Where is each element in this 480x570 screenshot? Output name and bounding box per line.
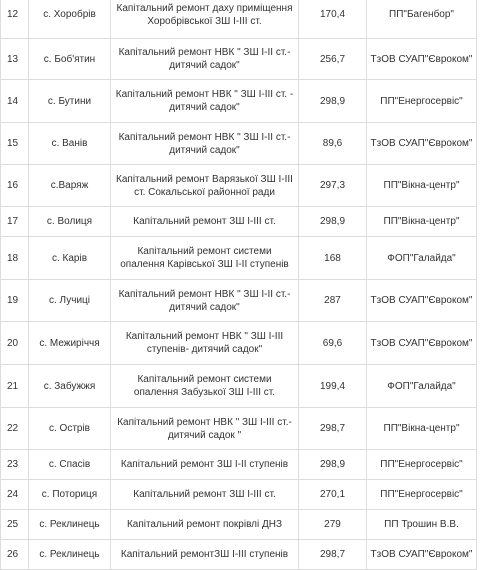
cell-contractor: ТзОВ СУАП"Євроком"	[367, 123, 477, 165]
cell-number: 23	[1, 450, 29, 480]
cell-amount: 298,7	[299, 408, 367, 450]
cell-village: с. Забужжя	[29, 365, 111, 408]
cell-contractor: ТзОВ СУАП"Євроком"	[367, 280, 477, 322]
cell-work: Капітальний ремонт системи опалення Забузької ЗШ І-ІІІ ст.	[111, 365, 299, 408]
cell-number: 18	[1, 237, 29, 280]
cell-contractor: ТзОВ СУАП"Євроком"	[367, 322, 477, 365]
cell-village: с. Ванів	[29, 123, 111, 165]
cell-village: с. Реклинець	[29, 540, 111, 570]
cell-number: 19	[1, 280, 29, 322]
cell-work: Капітальний ремонт Варязької ЗШ І-ІІІ ст. Сокальської районної ради	[111, 165, 299, 207]
table-row	[1, 450, 477, 480]
cell-work: Капітальний ремонт НВК " ЗШ І-ІІ ст.- дитячий садок"	[111, 39, 299, 80]
cell-contractor: ТзОВ СУАП"Євроком"	[367, 540, 477, 570]
cell-contractor: ФОП"Галайда"	[367, 365, 477, 408]
cell-work: Капітальний ремонт ЗШ І-ІІІ ст.	[111, 207, 299, 237]
cell-amount: 298,9	[299, 450, 367, 480]
cell-number: 25	[1, 510, 29, 540]
cell-number: 26	[1, 540, 29, 570]
cell-contractor: ПП"Вікна-центр"	[367, 207, 477, 237]
cell-village: с. Межиріччя	[29, 322, 111, 365]
cell-contractor: ФОП"Галайда"	[367, 237, 477, 280]
cell-village: с. Хоробрів	[29, 0, 111, 39]
cell-amount: 298,9	[299, 207, 367, 237]
table-row	[1, 322, 477, 365]
cell-amount: 89,6	[299, 123, 367, 165]
table-row	[1, 123, 477, 165]
cell-amount: 168	[299, 237, 367, 280]
cell-village: с. Поториця	[29, 480, 111, 510]
cell-contractor: ПП Трошин В.В.	[367, 510, 477, 540]
contracts-table-body	[1, 0, 477, 570]
cell-work: Капітальний ремонт НВК " ЗШ І-ІІ ст.- дитячий садок"	[111, 123, 299, 165]
cell-contractor: ПП"Багенбор"	[367, 0, 477, 39]
cell-work: Капітальний ремонт НВК " ЗШ І-ІІІ ст.- дитячий садок "	[111, 408, 299, 450]
cell-number: 21	[1, 365, 29, 408]
cell-contractor: ПП"Вікна-центр"	[367, 165, 477, 207]
table-row	[1, 80, 477, 123]
cell-contractor: ТзОВ СУАП"Євроком"	[367, 39, 477, 80]
cell-work: Капітальний ремонт покрівлі ДНЗ	[111, 510, 299, 540]
cell-contractor: ПП"Вікна-центр"	[367, 408, 477, 450]
table-row	[1, 408, 477, 450]
table-row	[1, 365, 477, 408]
cell-village: с. Волиця	[29, 207, 111, 237]
cell-work: Капітальний ремонт даху приміщення Хоробрівської ЗШ І-ІІІ ст.	[111, 0, 299, 39]
cell-amount: 199,4	[299, 365, 367, 408]
cell-contractor: ПП"Енергосервіс"	[367, 480, 477, 510]
cell-village: с. Боб'ятин	[29, 39, 111, 80]
cell-number: 13	[1, 39, 29, 80]
cell-number: 15	[1, 123, 29, 165]
table-row	[1, 510, 477, 540]
cell-number: 24	[1, 480, 29, 510]
table-row	[1, 0, 477, 39]
cell-work: Капітальний ремонтЗШ І-ІІІ ступенів	[111, 540, 299, 570]
cell-number: 20	[1, 322, 29, 365]
cell-number: 14	[1, 80, 29, 123]
cell-amount: 279	[299, 510, 367, 540]
cell-village: с. Карів	[29, 237, 111, 280]
cell-amount: 287	[299, 280, 367, 322]
table-row	[1, 207, 477, 237]
table-row	[1, 480, 477, 510]
cell-work: Капітальний ремонт НВК " ЗШ І-ІІІ ступенів- дитячий садок"	[111, 322, 299, 365]
cell-village: с. Бутини	[29, 80, 111, 123]
cell-number: 16	[1, 165, 29, 207]
table-row	[1, 165, 477, 207]
cell-work: Капітальний ремонт системи опалення Карівської ЗШ І-ІІ ступенів	[111, 237, 299, 280]
table-row	[1, 280, 477, 322]
cell-work: Капітальний ремонт ЗШ І-ІІ ступенів	[111, 450, 299, 480]
cell-number: 17	[1, 207, 29, 237]
cell-village: с. Лучиці	[29, 280, 111, 322]
cell-work: Капітальний ремонт ЗШ І-ІІІ ст.	[111, 480, 299, 510]
cell-number: 12	[1, 0, 29, 39]
cell-amount: 69,6	[299, 322, 367, 365]
cell-amount: 297,3	[299, 165, 367, 207]
cell-contractor: ПП"Енергосервіс"	[367, 450, 477, 480]
cell-amount: 298,9	[299, 80, 367, 123]
cell-amount: 270,1	[299, 480, 367, 510]
table-row	[1, 237, 477, 280]
table-row	[1, 39, 477, 80]
cell-contractor: ПП"Енергосервіс"	[367, 80, 477, 123]
cell-village: с. Спасів	[29, 450, 111, 480]
cell-number: 22	[1, 408, 29, 450]
cell-amount: 298,7	[299, 540, 367, 570]
cell-village: с.Варяж	[29, 165, 111, 207]
cell-work: Капітальний ремонт НВК " ЗШ І-ІІ ст.- дитячий садок"	[111, 280, 299, 322]
cell-amount: 170,4	[299, 0, 367, 39]
table-row	[1, 540, 477, 570]
cell-village: с. Реклинець	[29, 510, 111, 540]
cell-work: Капітальний ремонт НВК " ЗШ І-ІІІ ст. - дитячий садок"	[111, 80, 299, 123]
cell-amount: 256,7	[299, 39, 367, 80]
cell-village: с. Острів	[29, 408, 111, 450]
